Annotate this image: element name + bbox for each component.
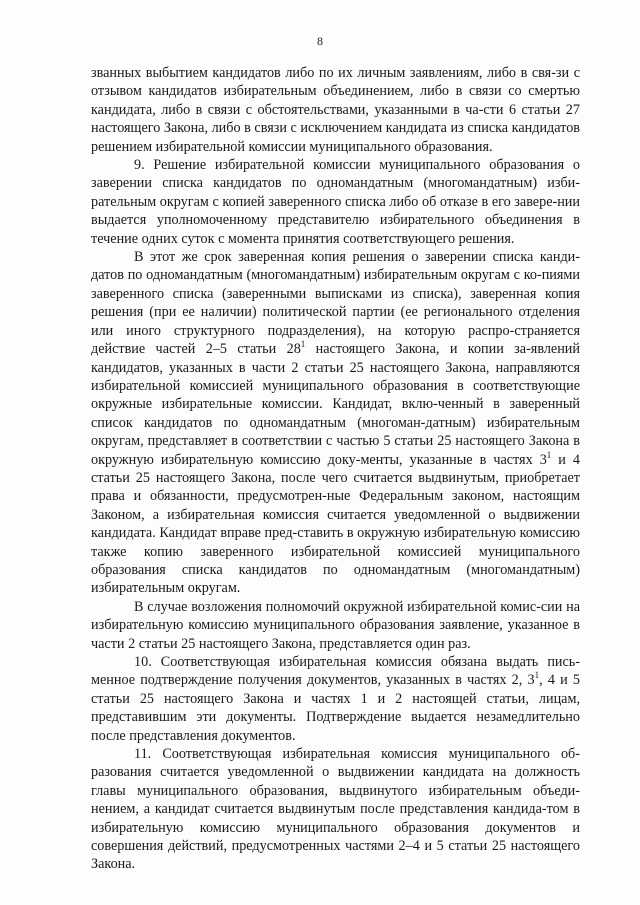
paragraph-text-segment: настоящего Закона, и копии за-явлений кандидатов, указанных в части 2 статьи 25 настоящего Закона, направляются избирательной комиссией муниципального образования в соответствующие окружные избирательные комиссии. Кандидат, вклю-ченный в заверенный список кандидатов по одномандатным (многоман-датным) избирательным округам, представляет в соответствии с частью 5 статьи 25 настоящего Закона в окружную избирательную комиссию доку-менты, указанные в частях 3 — [91, 341, 580, 468]
paragraph-text-segment: 10. Соответствующая избирательная комиссия обязана выдать пись-менное подтверждение получения документов, указанных в частях 2, 3 — [91, 654, 580, 689]
document-body — [91, 64, 580, 874]
paragraph-item-9-delegation: В случае возложения полномочий окружной избирательной комис-сии на избирательную комиссию муниципального образования заявление, указанное в части 2 статьи 25 настоящего Закона, представляется один раз. — [91, 598, 580, 652]
page-number: 8 — [317, 34, 323, 48]
paragraph-text-segment: В этот же срок заверенная копия решения о заверении списка канди-датов по одномандатным (многомандатным) избирательным округам с ко-пиями заверенного списка (заверенными выписками из списка), заверенная копия решения (при ее наличии) политической партии (ее регионального отделения или иного структурного подразделения), на которую распро-страняется действие частей 2–5 статьи 28 — [91, 249, 580, 358]
paragraph-item-9-copies — [91, 248, 580, 598]
paragraph-continuation: званных выбытием кандидатов либо по их личным заявлениям, либо в свя-зи с отзывом кандидатов избирательным объединением, либо в связи со смертью кандидата, либо в связи с обстоятельствами, указанными в ча-сти 6 статьи 27 настоящего Закона, либо в связи с исключением кандидата из списка кандидатов решением избирательной комиссии муниципального образования. — [91, 65, 580, 155]
superscript-mark: 1 — [546, 449, 552, 460]
paragraph-text-segment: , 4 и 5 статьи 25 настоящего Закона и частях 1 и 2 настоящей статьи, лицам, представившим эти документы. Подтверждение выдается незамедлительно после представления документов. — [91, 672, 580, 744]
superscript-mark: 1 — [300, 339, 306, 350]
paragraph-item-11: 11. Соответствующая избирательная комиссия муниципального об-разования считается уведомленной о выдвижении кандидата на должность главы муниципального образования, выдвинутого избирательным объеди-нением, а кандидат считается выдвинутым после представления кандида-том в избирательную комиссию муниципального образования документов и совершения действий, предусмотренных частями 2–4 и 5 статьи 25 настоящего Закона. — [91, 746, 580, 873]
paragraph-item-10 — [91, 653, 580, 745]
paragraph-text-segment: и 4 статьи 25 настоящего Закона, после чего считается выдвинутым, приобретает права и обязанности, предусмотрен-ные Федеральным законом, настоящим Законом, а избирательная комиссия считается уведомленной о выдвижении кандидата. Кандидат вправе пред-ставить в окружную избирательную комиссию также копию заверенного избирательной комиссией муниципального образования списка кандидатов по одномандатным (многомандатным) избирательным округам. — [91, 451, 581, 597]
paragraph-item-9: 9. Решение избирательной комиссии муниципального образования о заверении списка кандидатов по одномандатным (многомандатным) изби-рательным округам с копией заверенного списка либо об отказе в его завере-нии выдается уполномоченному представителю избирательного объединения в течение одних суток с момента принятия соответствующего решения. — [91, 157, 580, 247]
superscript-mark: 1 — [534, 670, 540, 681]
